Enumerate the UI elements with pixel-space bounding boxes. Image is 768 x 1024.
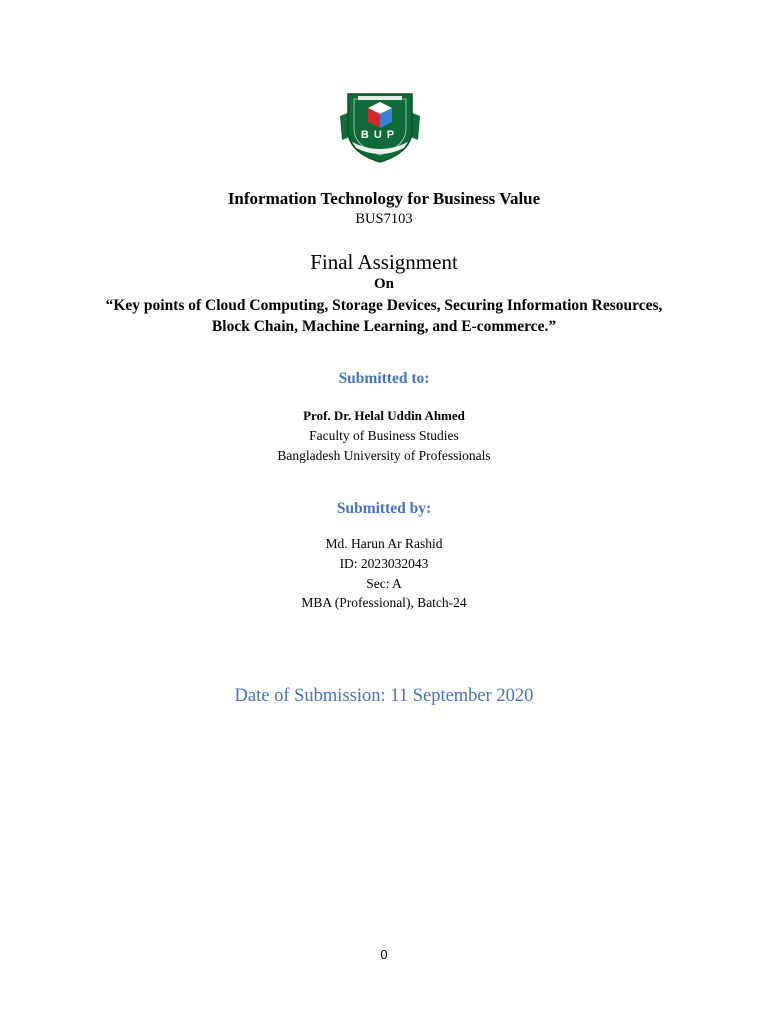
bup-logo-icon xyxy=(334,86,426,166)
assignment-title: Final Assignment xyxy=(310,250,458,274)
on-label: On xyxy=(373,276,394,292)
supervisor-university: Bangladesh University of Professionals xyxy=(277,448,491,463)
submitted-by-heading: Submitted by: xyxy=(336,500,432,517)
course-code: BUS7103 xyxy=(355,211,413,227)
bup-crest-svg xyxy=(334,86,426,166)
student-program: MBA (Professional), Batch-24 xyxy=(301,595,467,610)
submission-date: Date of Submission: 11 September 2020 xyxy=(234,686,534,706)
page-number: 0 xyxy=(380,947,388,962)
student-section: Sec: A xyxy=(366,576,402,591)
submitted-to-heading: Submitted to: xyxy=(338,370,430,387)
supervisor-faculty: Faculty of Business Studies xyxy=(309,428,459,443)
student-name: Md. Harun Ar Rashid xyxy=(325,536,443,551)
supervisor-name: Prof. Dr. Helal Uddin Ahmed xyxy=(303,408,465,423)
student-id: ID: 2023032043 xyxy=(339,556,429,571)
assignment-topic: “Key points of Cloud Computing, Storage Devices, Securing Information Resources, Block Chain, Machine Learning, and E-commerce.” xyxy=(105,297,663,335)
logo-text: BUP xyxy=(360,129,400,141)
course-title: Information Technology for Business Value xyxy=(227,189,541,208)
